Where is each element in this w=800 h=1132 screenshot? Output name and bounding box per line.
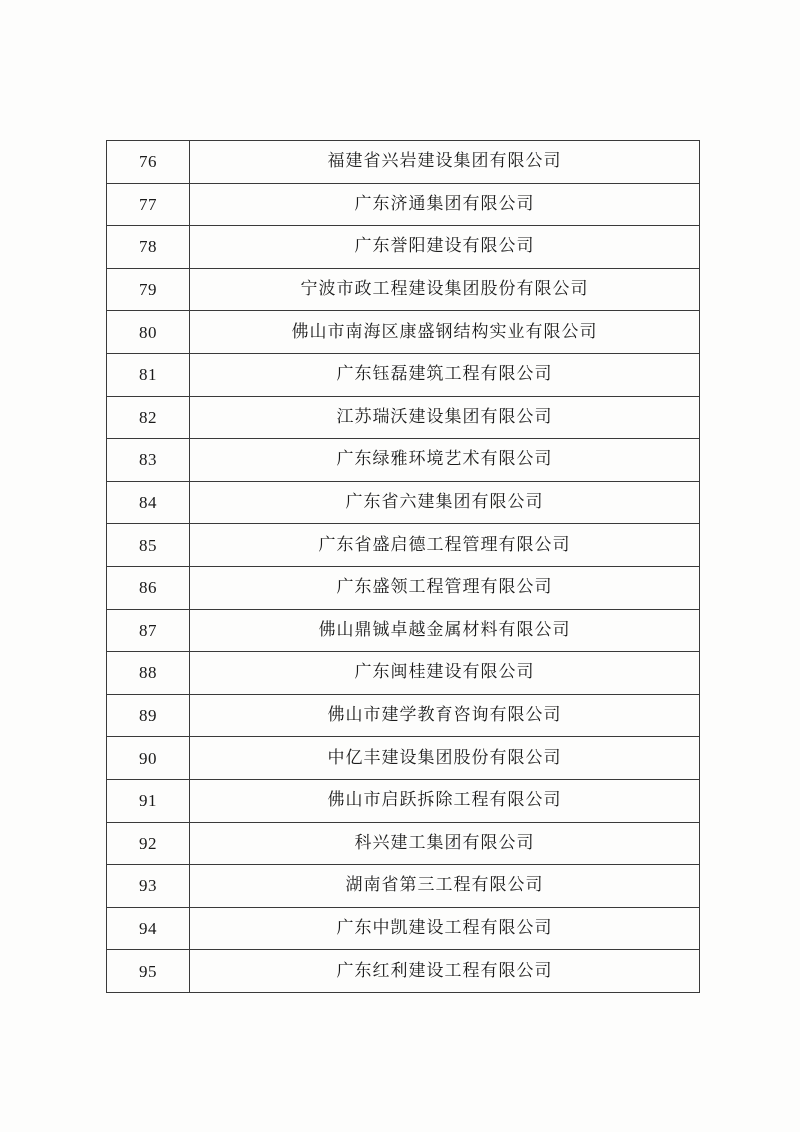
row-number: 76 — [107, 141, 190, 184]
row-number: 85 — [107, 524, 190, 567]
row-number: 86 — [107, 566, 190, 609]
row-number: 80 — [107, 311, 190, 354]
table-row — [107, 907, 700, 950]
table-row — [107, 481, 700, 524]
company-name: 广东中凯建设工程有限公司 — [190, 907, 700, 950]
table-row — [107, 865, 700, 908]
table-row — [107, 353, 700, 396]
row-number: 90 — [107, 737, 190, 780]
table-row — [107, 609, 700, 652]
company-name: 广东红利建设工程有限公司 — [190, 950, 700, 993]
row-number: 87 — [107, 609, 190, 652]
table-body — [107, 141, 700, 993]
company-name: 广东济通集团有限公司 — [190, 183, 700, 226]
table-row — [107, 694, 700, 737]
company-name: 广东钰磊建筑工程有限公司 — [190, 353, 700, 396]
company-name: 宁波市政工程建设集团股份有限公司 — [190, 268, 700, 311]
row-number: 84 — [107, 481, 190, 524]
row-number: 82 — [107, 396, 190, 439]
row-number: 95 — [107, 950, 190, 993]
table-row — [107, 652, 700, 695]
row-number: 78 — [107, 226, 190, 269]
company-name: 广东省盛启德工程管理有限公司 — [190, 524, 700, 567]
table-row — [107, 439, 700, 482]
table-row — [107, 737, 700, 780]
company-name: 佛山鼎铖卓越金属材料有限公司 — [190, 609, 700, 652]
table-row — [107, 141, 700, 184]
company-table — [106, 140, 700, 993]
company-name: 广东绿雅环境艺术有限公司 — [190, 439, 700, 482]
row-number: 91 — [107, 779, 190, 822]
table-row — [107, 950, 700, 993]
table-row — [107, 524, 700, 567]
table-row — [107, 311, 700, 354]
company-name: 科兴建工集团有限公司 — [190, 822, 700, 865]
table-row — [107, 396, 700, 439]
company-name: 福建省兴岩建设集团有限公司 — [190, 141, 700, 184]
company-name: 佛山市建学教育咨询有限公司 — [190, 694, 700, 737]
table-row — [107, 566, 700, 609]
table-row — [107, 779, 700, 822]
row-number: 93 — [107, 865, 190, 908]
table-row — [107, 183, 700, 226]
company-name: 湖南省第三工程有限公司 — [190, 865, 700, 908]
row-number: 92 — [107, 822, 190, 865]
row-number: 83 — [107, 439, 190, 482]
company-name: 中亿丰建设集团股份有限公司 — [190, 737, 700, 780]
row-number: 88 — [107, 652, 190, 695]
company-name: 佛山市南海区康盛钢结构实业有限公司 — [190, 311, 700, 354]
company-name: 佛山市启跃拆除工程有限公司 — [190, 779, 700, 822]
company-name: 江苏瑞沃建设集团有限公司 — [190, 396, 700, 439]
row-number: 94 — [107, 907, 190, 950]
row-number: 81 — [107, 353, 190, 396]
company-name: 广东省六建集团有限公司 — [190, 481, 700, 524]
company-name: 广东闽桂建设有限公司 — [190, 652, 700, 695]
company-name: 广东誉阳建设有限公司 — [190, 226, 700, 269]
table-row — [107, 822, 700, 865]
company-name: 广东盛领工程管理有限公司 — [190, 566, 700, 609]
table-row — [107, 268, 700, 311]
row-number: 79 — [107, 268, 190, 311]
row-number: 77 — [107, 183, 190, 226]
row-number: 89 — [107, 694, 190, 737]
table-row — [107, 226, 700, 269]
